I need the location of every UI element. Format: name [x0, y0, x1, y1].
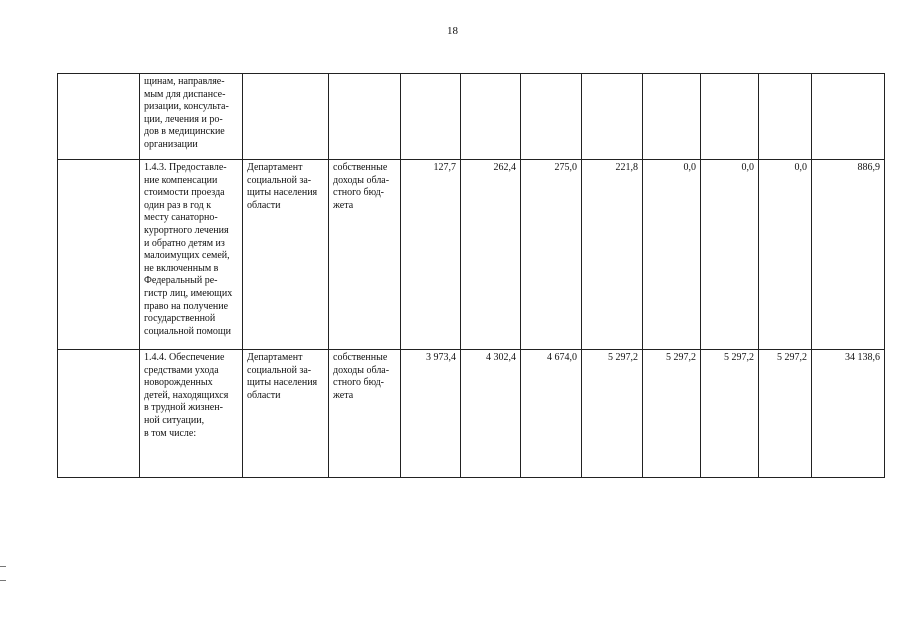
blank-cell: [58, 160, 140, 350]
description-cell: 1.4.4. Обеспечение средствами ухода новорожденных детей, находящихся в трудной жизнен- ной ситуации, в том числе:: [140, 350, 243, 478]
value-cell: 0,0: [759, 160, 812, 350]
value-cell: 4 302,4: [461, 350, 521, 478]
description-cell: щинам, направляе- мым для диспансе- ризации, консульта- ции, лечения и ро- дов в медицинские организации: [140, 74, 243, 160]
executor-cell: [243, 74, 329, 160]
value-cell: 4 674,0: [521, 350, 582, 478]
executor-cell: Департамент социальной за- щиты населения области: [243, 350, 329, 478]
value-cell: 5 297,2: [582, 350, 643, 478]
value-cell: [401, 74, 461, 160]
blank-cell: [58, 74, 140, 160]
table-row: [58, 74, 885, 160]
value-cell: [521, 74, 582, 160]
table-row: [58, 350, 885, 478]
value-cell: 0,0: [701, 160, 759, 350]
executor-cell: Департамент социальной за- щиты населения области: [243, 160, 329, 350]
value-cell: 886,9: [812, 160, 885, 350]
value-cell: 0,0: [643, 160, 701, 350]
value-cell: [812, 74, 885, 160]
value-cell: 3 973,4: [401, 350, 461, 478]
program-table: [57, 73, 885, 478]
value-cell: 275,0: [521, 160, 582, 350]
source-cell: [329, 74, 401, 160]
margin-mark: [0, 566, 6, 567]
value-cell: [582, 74, 643, 160]
value-cell: 262,4: [461, 160, 521, 350]
value-cell: 5 297,2: [759, 350, 812, 478]
value-cell: [701, 74, 759, 160]
value-cell: [461, 74, 521, 160]
margin-mark: [0, 580, 6, 581]
source-cell: собственные доходы обла- стного бюд- жета: [329, 160, 401, 350]
value-cell: 221,8: [582, 160, 643, 350]
page-number: 18: [447, 25, 458, 37]
description-cell: 1.4.3. Предоставле- ние компенсации стоимости проезда один раз в год к месту санаторно- курортного лечения и обратно детям из малоимущих семей, не включенным в Федеральный ре- гистр лиц, имеющих право на получение государственной социальной помощи: [140, 160, 243, 350]
blank-cell: [58, 350, 140, 478]
value-cell: [759, 74, 812, 160]
value-cell: 5 297,2: [643, 350, 701, 478]
value-cell: 5 297,2: [701, 350, 759, 478]
value-cell: 34 138,6: [812, 350, 885, 478]
value-cell: 127,7: [401, 160, 461, 350]
table-row: [58, 160, 885, 350]
source-cell: собственные доходы обла- стного бюд- жета: [329, 350, 401, 478]
value-cell: [643, 74, 701, 160]
